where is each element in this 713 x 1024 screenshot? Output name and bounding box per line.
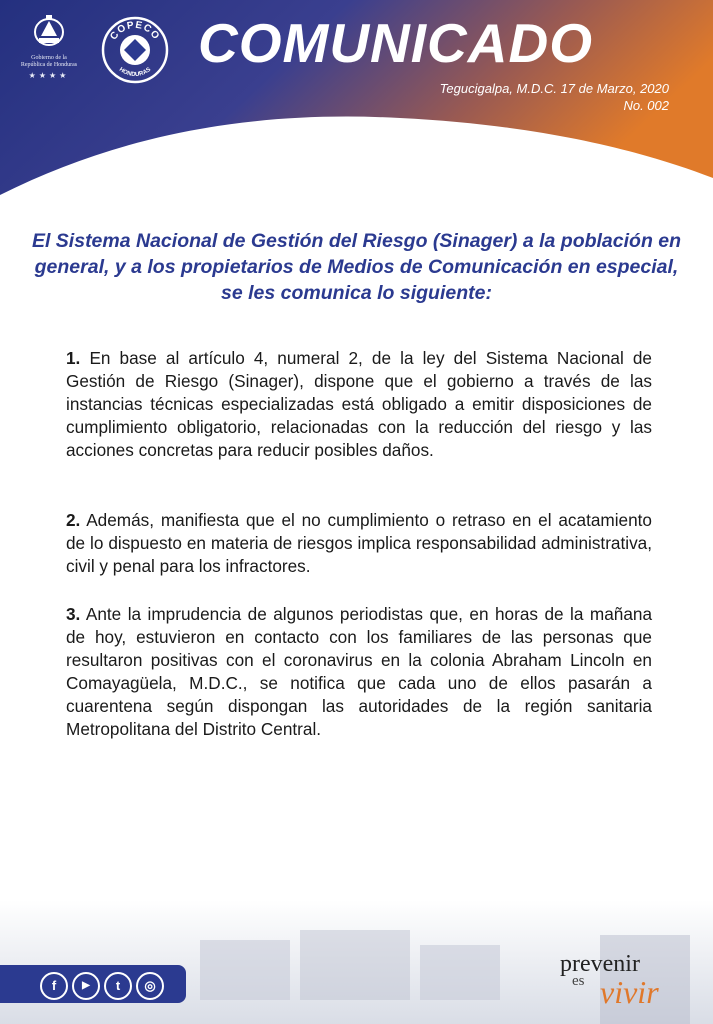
slogan-word-prevenir: prevenir (560, 951, 640, 977)
slogan-logo (560, 951, 670, 1010)
page-title: COMUNICADO (198, 12, 593, 74)
paragraph-number: 2. (66, 510, 81, 530)
paragraph-text: Además, manifiesta que el no cumplimiento o retraso en el acatamiento de lo dispuesto en materia de riesgos implica responsabilidad administrativa, civil y penal para los infractores. (66, 510, 652, 576)
slogan-word-vivir: vivir (600, 974, 659, 1010)
paragraph-number: 1. (66, 348, 81, 368)
gov-logo-text: Gobierno de la República de Honduras (20, 55, 78, 68)
government-logo (14, 14, 84, 80)
intro-heading: El Sistema Nacional de Gestión del Riesgo (Sinager) a la población en general, y a los propietarios de Medios de Comunicación en especial, se les comunica lo siguiente: (31, 230, 682, 304)
copeco-bottom-text: HONDURAS (117, 66, 153, 79)
copeco-top-text: COPECO (108, 19, 162, 43)
date-block (440, 80, 669, 114)
date-text: Tegucigalpa, M.D.C. 17 de Marzo, 2020 (439, 81, 669, 96)
honduras-coat-of-arms-icon (31, 14, 67, 48)
paragraph-2 (66, 509, 652, 578)
youtube-icon[interactable]: ▶ (72, 972, 100, 1000)
paragraph-number: 3. (66, 604, 81, 624)
svg-text:HONDURAS (118, 67, 152, 78)
slogan-word-es: es (572, 973, 585, 989)
paragraph-text: En base al artículo 4, numeral 2, de la ley del Sistema Nacional de Gestión de Riesgo (Sinager), dispone que el gobierno a través de las instancias técnicas especializadas está obligado a emitir disposiciones de cumplimiento obligatorio, relacionadas con la reducción del riesgo y las acciones concretas para reducir posibles daños. (66, 348, 652, 460)
facebook-icon[interactable]: f (40, 972, 68, 1000)
paragraph-3 (66, 603, 652, 741)
copeco-emblem-icon (101, 16, 169, 84)
header-banner (0, 0, 713, 200)
gov-logo-stars: ★★★★ (28, 71, 70, 80)
paragraph-text: Ante la imprudencia de algunos periodistas que, en horas de la mañana de hoy, estuvieron en contacto con los familiares de las personas que resultaron positivas con el coronavirus en la colonia Abraham Lincoln en Comayagüela, M.D.C., se notifica que cada uno de ellos pasarán a cuarentena según dispongan las autoridades de la región sanitaria Metropolitana del Distrito Central. (66, 604, 652, 739)
communique-number: No. 002 (623, 98, 669, 113)
twitter-icon[interactable]: t (104, 972, 132, 1000)
instagram-icon[interactable]: ◎ (136, 972, 164, 1000)
paragraph-1 (66, 347, 652, 462)
